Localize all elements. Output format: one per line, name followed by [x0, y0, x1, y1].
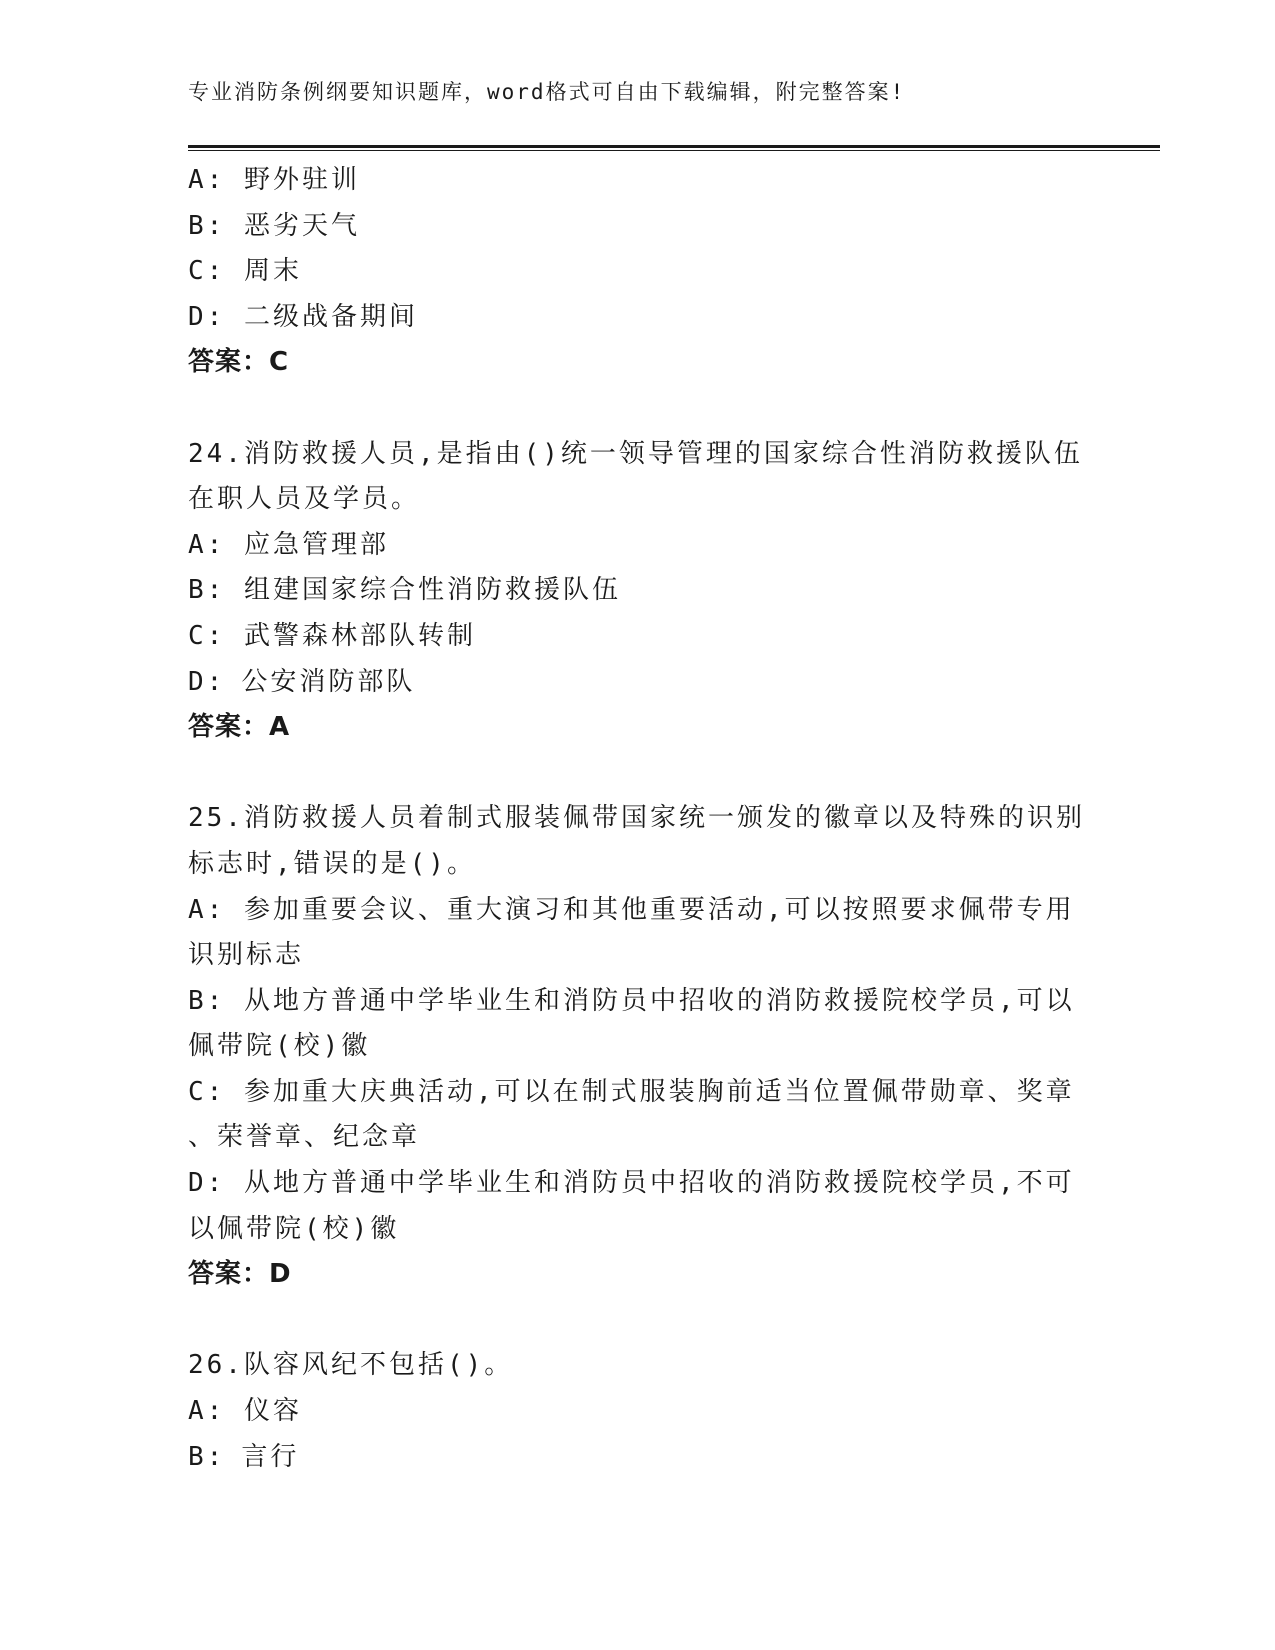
q26-option-a: A: 仪容 [188, 1396, 302, 1427]
q25-answer: 答案：D [188, 1259, 292, 1290]
q24-option-a: A: 应急管理部 [188, 529, 389, 560]
page-header: 专业消防条例纲要知识题库，word格式可自由下载编辑，附完整答案! [188, 80, 906, 104]
q25-stem-line2: 标志时,错误的是()。 [188, 848, 476, 879]
q26-option-b [188, 1435, 1088, 1481]
q25-option-b-line2: 佩带院(校)徽 [188, 1031, 371, 1062]
q26-option-b-label: B: [188, 1441, 226, 1472]
q26-option-b-text: 言行 [241, 1441, 300, 1472]
q23-option-c: C: 周末 [188, 256, 302, 287]
q23-answer: 答案：C [188, 347, 290, 378]
q24-stem-line2: 在职人员及学员。 [188, 484, 421, 515]
q25-option-d-line2: 以佩带院(校)徽 [188, 1213, 400, 1244]
q25-option-d-line1: D: 从地方普通中学毕业生和消防员中招收的消防救援院校学员,不可 [188, 1168, 1075, 1199]
q24-answer: 答案：A [188, 712, 291, 743]
header-rule-thin [188, 150, 1160, 151]
q25-stem-line1: 25.消防救援人员着制式服装佩带国家统一颁发的徽章以及特殊的识别 [188, 803, 1085, 834]
q25-option-b-line1: B: 从地方普通中学毕业生和消防员中招收的消防救援院校学员,可以 [188, 985, 1075, 1016]
q24-stem-line1: 24.消防救援人员,是指由()统一领导管理的国家综合性消防救援队伍 [188, 438, 1083, 469]
q25-option-a-line2: 识别标志 [188, 940, 305, 971]
q24-option-d [188, 660, 1088, 706]
spacer [188, 751, 1088, 797]
q24-option-d-label: D: [188, 666, 226, 697]
spacer [188, 386, 1088, 432]
spacer [188, 1298, 1088, 1344]
q23-option-b: B: 恶劣天气 [188, 210, 360, 241]
header-rule-thick [188, 145, 1160, 148]
q25-option-c-line2: 、荣誉章、纪念章 [188, 1122, 421, 1153]
q23-option-d: D: 二级战备期间 [188, 301, 418, 332]
q24-option-d-text: 公安消防部队 [241, 666, 416, 697]
q25-option-a-line1: A: 参加重要会议、重大演习和其他重要活动,可以按照要求佩带专用 [188, 894, 1075, 925]
q23-option-a: A: 野外驻训 [188, 165, 360, 195]
q26-stem: 26.队容风纪不包括()。 [188, 1350, 514, 1381]
q24-option-c: C: 武警森林部队转制 [188, 620, 476, 651]
q25-option-c-line1: C: 参加重大庆典活动,可以在制式服装胸前适当位置佩带勋章、奖章 [188, 1076, 1075, 1107]
q24-option-b: B: 组建国家综合性消防救援队伍 [188, 575, 621, 606]
question-content [188, 158, 1088, 1480]
